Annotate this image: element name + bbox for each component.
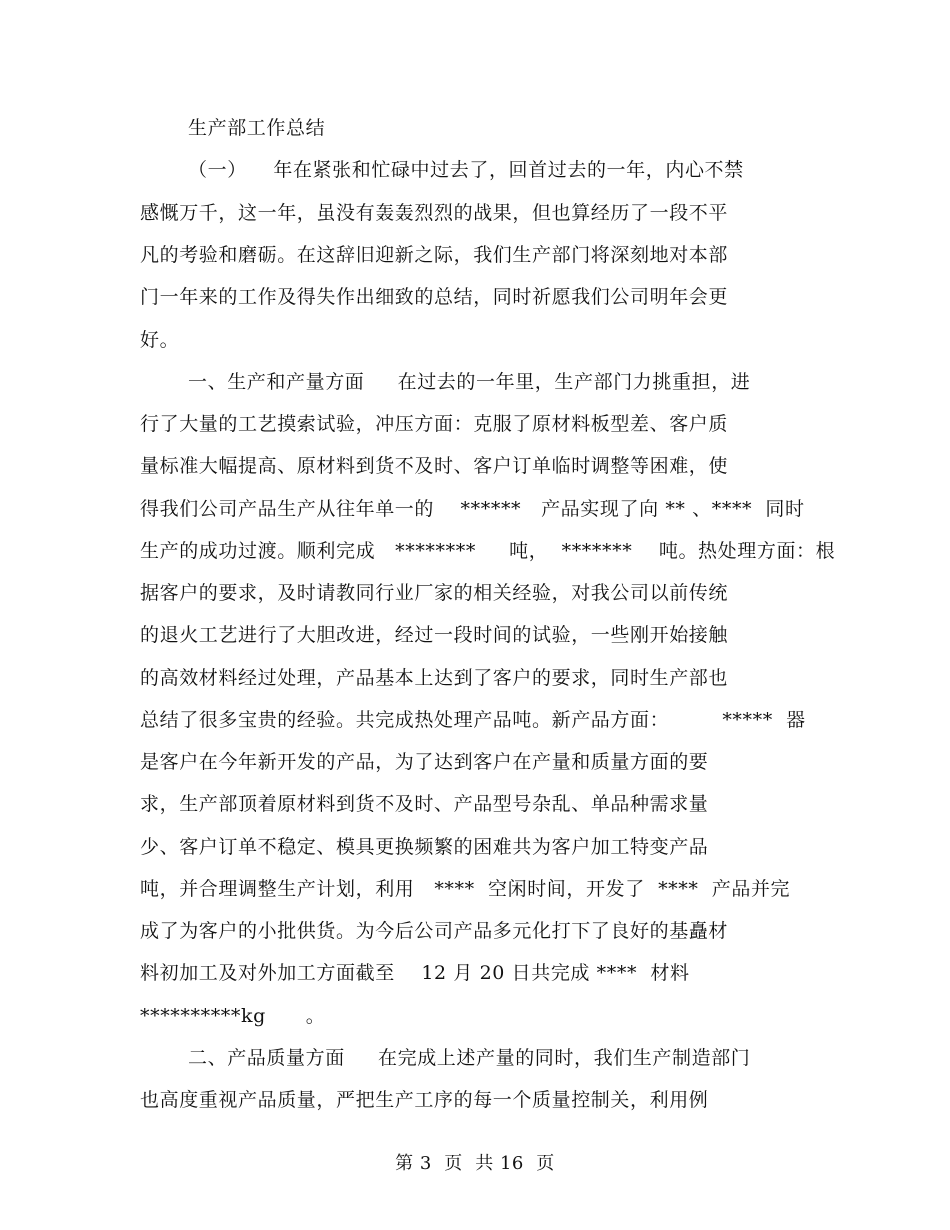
paragraph-line: 是客户在今年新开发的产品，为了达到客户在产量和质量方面的要 <box>140 751 709 773</box>
paragraph-line: 量标准大幅提高、原材料到货不及时、客户订单临时调整等困难，使 <box>140 455 729 477</box>
paragraph-line: 的高效材料经过处理，产品基本上达到了客户的要求，同时生产部也 <box>140 667 729 689</box>
paragraph-line: 据客户的要求，及时请教同行业厂家的相关经验，对我公司以前传统 <box>140 582 729 604</box>
document-title: 生产部工作总结 <box>188 117 326 139</box>
paragraph-line: 得我们公司产品生产从往年单一的 ****** 产品实现了向 ** 、**** 同时 <box>140 498 805 520</box>
paragraph-line: 成了为客户的小批供货。为今后公司产品多元化打下了良好的基矗材 <box>140 920 729 942</box>
paragraph-line: 少、客户订单不稳定、模具更换频繁的困难共为客户加工特变产品 <box>140 836 709 858</box>
paragraph-line: 料初加工及对外加工方面截至 12 月 20 日共完成 **** 材料 <box>140 962 690 984</box>
paragraph-line: **********kg 。 <box>140 1005 326 1027</box>
paragraph-line: 生产的成功过渡。顺利完成 ******** 吨， ******* 吨。热处理方面：根 <box>140 540 836 562</box>
paragraph-line: 好。 <box>140 329 180 351</box>
paragraph-line: 求，生产部顶着原材料到货不及时、产品型号杂乱、单品种需求量 <box>140 793 709 815</box>
paragraph-line: 行了大量的工艺摸索试验，冲压方面：克服了原材料板型差、客户质 <box>140 413 729 435</box>
paragraph-line: 感慨万千，这一年，虽没有轰轰烈烈的战果，但也算经历了一段不平 <box>140 202 729 224</box>
paragraph-line: 凡的考验和磨砺。在这辞旧迎新之际，我们生产部门将深刻地对本部 <box>140 244 729 266</box>
paragraph-line: 的退火工艺进行了大胆改进，经过一段时间的试验，一些刚开始接触 <box>140 624 729 646</box>
page-footer: 第 3 页 共 16 页 <box>395 1153 555 1174</box>
paragraph-line: （一） 年在紧张和忙碌中过去了，回首过去的一年，内心不禁 <box>188 159 744 181</box>
section-heading-line: 二、产品质量方面 在完成上述产量的同时，我们生产制造部门 <box>188 1047 751 1069</box>
paragraph-line: 门一年来的工作及得失作出细致的总结，同时祈愿我们公司明年会更 <box>140 286 729 308</box>
paragraph-line: 也高度重视产品质量，严把生产工序的每一个质量控制关，利用例 <box>140 1089 709 1111</box>
section-heading-line: 一、生产和产量方面 在过去的一年里，生产部门力挑重担，进 <box>188 371 751 393</box>
paragraph-line: 总结了很多宝贵的经验。共完成热处理产品吨。新产品方面： ***** 器 <box>140 709 806 731</box>
paragraph-line: 吨，并合理调整生产计划，利用 **** 空闲时间，开发了 **** 产品并完 <box>140 878 791 900</box>
